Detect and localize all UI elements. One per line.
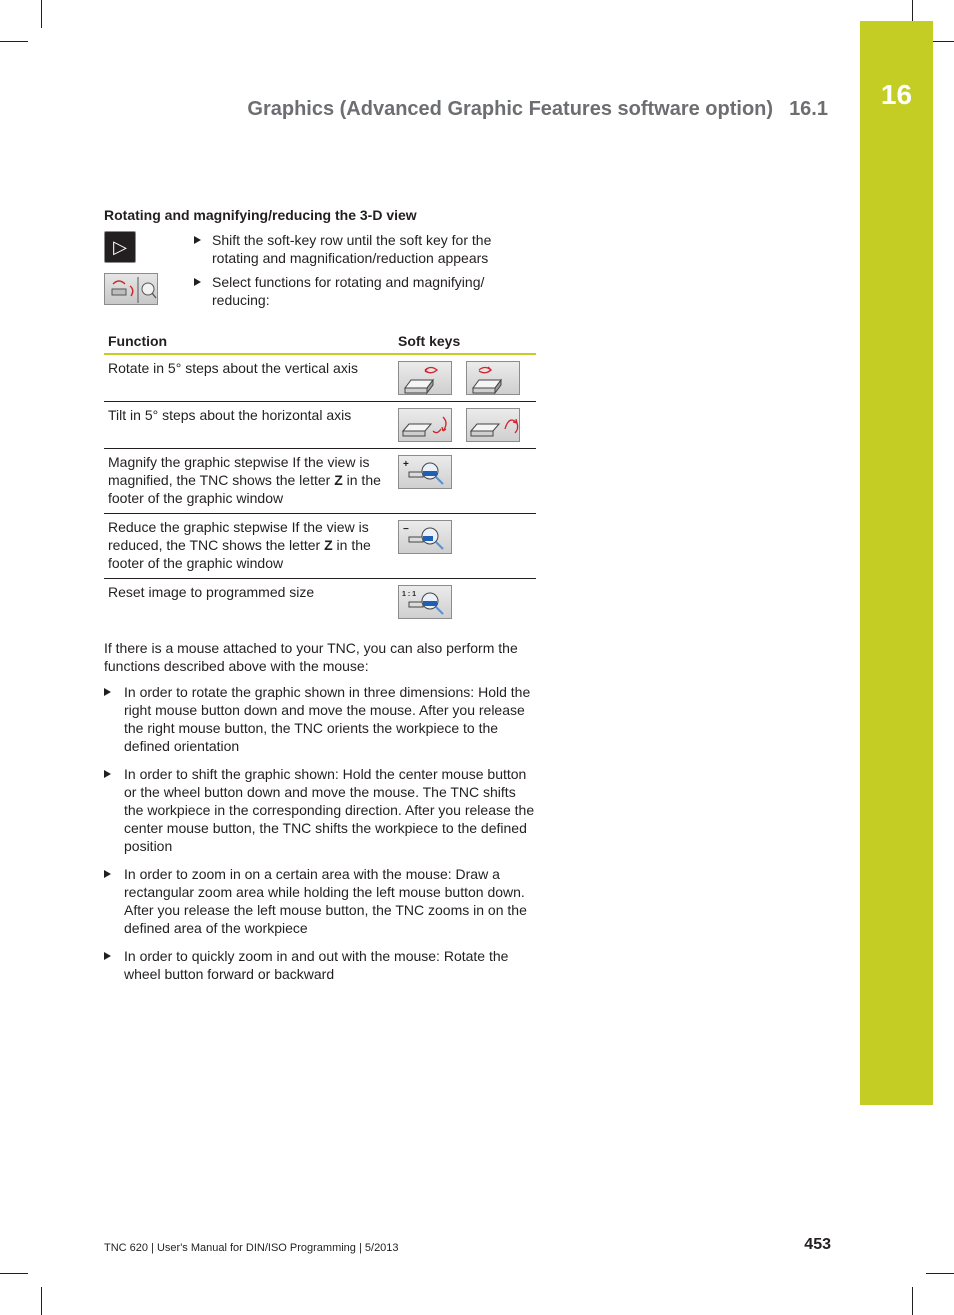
zoom-in-plus-label: + <box>403 459 409 470</box>
table-row <box>104 514 536 579</box>
page-number: 453 <box>804 1236 831 1253</box>
bullet-arrow-icon <box>104 688 111 696</box>
crop-mark <box>0 41 28 42</box>
list-item-text: In order to rotate the graphic shown in three dimensions: Hold the right mouse button down and move the mouse. After you release the right mouse button, the TNC orients the workpiece to the defined orientation <box>124 684 531 754</box>
crop-mark <box>0 1273 28 1274</box>
step-text-content: Shift the soft-key row until the soft key for the rotating and magnification/reduction appears <box>212 232 492 266</box>
softkey-cell <box>394 514 536 579</box>
function-table <box>104 331 536 625</box>
function-text: in the footer of the graphic window <box>108 537 371 571</box>
list-item <box>104 947 536 983</box>
mouse-intro-paragraph: If there is a mouse attached to your TNC, you can also perform the functions described above with the mouse: <box>104 640 518 674</box>
function-cell: Tilt in 5° steps about the horizontal axis <box>104 402 394 449</box>
bullet-arrow-icon <box>194 236 201 244</box>
list-item-text: In order to shift the graphic shown: Hold the center mouse button or the wheel button down and move the mouse. The TNC shifts the workpiece in the corresponding direction. After you release the center mouse button, the TNC shifts the workpiece to the defined position <box>124 766 535 854</box>
rotate-zoom-icon <box>104 273 158 305</box>
list-item <box>104 865 536 937</box>
softkey-cell <box>394 449 536 514</box>
zoom-out-minus-label: − <box>403 524 409 535</box>
footer-text: TNC 620 | User's Manual for DIN/ISO Programming | 5/2013 <box>104 1242 399 1254</box>
forward-arrow-icon: ▷ <box>104 231 136 263</box>
bullet-arrow-icon <box>104 870 111 878</box>
column-header-function: Function <box>104 331 394 354</box>
function-letter-z: Z <box>334 472 343 488</box>
function-cell: Rotate in 5° steps about the vertical axis <box>104 354 394 402</box>
function-text: in the footer of the graphic window <box>108 472 381 506</box>
step-text <box>194 273 534 309</box>
softkey-cell <box>394 579 536 626</box>
function-cell: Reset image to programmed size <box>108 584 315 600</box>
function-text: Reduce the graphic stepwise If the view is reduced, the TNC shows the letter <box>108 519 369 553</box>
crop-mark <box>41 1287 42 1315</box>
zoom-in-icon[interactable] <box>398 455 452 489</box>
reset-zoom-label: 1 : 1 <box>402 591 417 598</box>
function-cell <box>104 514 394 579</box>
step-shift-softkey-row <box>104 231 536 273</box>
section-heading: Rotating and magnifying/reducing the 3-D view <box>104 207 417 223</box>
reset-zoom-icon[interactable] <box>398 585 452 619</box>
table-row <box>104 354 536 402</box>
bullet-arrow-icon <box>194 278 201 286</box>
mouse-bullet-list <box>104 683 536 983</box>
list-item <box>104 765 536 855</box>
step-text-content: Select functions for rotating and magnifying/ reducing: <box>212 274 485 308</box>
running-head-section: 16.1 <box>789 98 828 120</box>
function-cell <box>104 449 394 514</box>
running-head-title: Graphics (Advanced Graphic Features software option) <box>247 98 774 120</box>
table-row <box>104 449 536 514</box>
list-item-text: In order to zoom in on a certain area with the mouse: Draw a rectangular zoom area while holding the left mouse button down. After you release the left mouse button, the TNC zooms in on the defined area of the workpiece <box>124 866 527 936</box>
function-letter-z: Z <box>324 537 333 553</box>
running-head <box>247 98 828 121</box>
softkey-cell <box>394 402 536 449</box>
crop-mark <box>912 1287 913 1315</box>
step-select-functions <box>104 273 536 315</box>
tilt-down-icon[interactable] <box>398 408 452 442</box>
step-text <box>194 231 534 267</box>
bullet-arrow-icon <box>104 770 111 778</box>
rotate-left-icon[interactable] <box>398 361 452 395</box>
crop-mark <box>926 1273 954 1274</box>
chapter-number: 16 <box>880 79 913 110</box>
table-row <box>104 579 536 626</box>
table-header-row <box>104 331 536 354</box>
function-text: Magnify the graphic stepwise If the view is magnified, the TNC shows the letter <box>108 454 370 488</box>
tilt-up-icon[interactable] <box>466 408 520 442</box>
bullet-arrow-icon <box>104 952 111 960</box>
column-header-softkeys: Soft keys <box>394 331 536 354</box>
main-content <box>104 205 536 993</box>
table-row <box>104 402 536 449</box>
list-item <box>104 683 536 755</box>
crop-mark <box>41 0 42 28</box>
chapter-tab <box>860 21 933 1105</box>
list-item-text: In order to quickly zoom in and out with the mouse: Rotate the wheel button forward or backward <box>124 948 509 982</box>
zoom-out-icon[interactable] <box>398 520 452 554</box>
softkey-cell <box>394 354 536 402</box>
rotate-right-icon[interactable] <box>466 361 520 395</box>
